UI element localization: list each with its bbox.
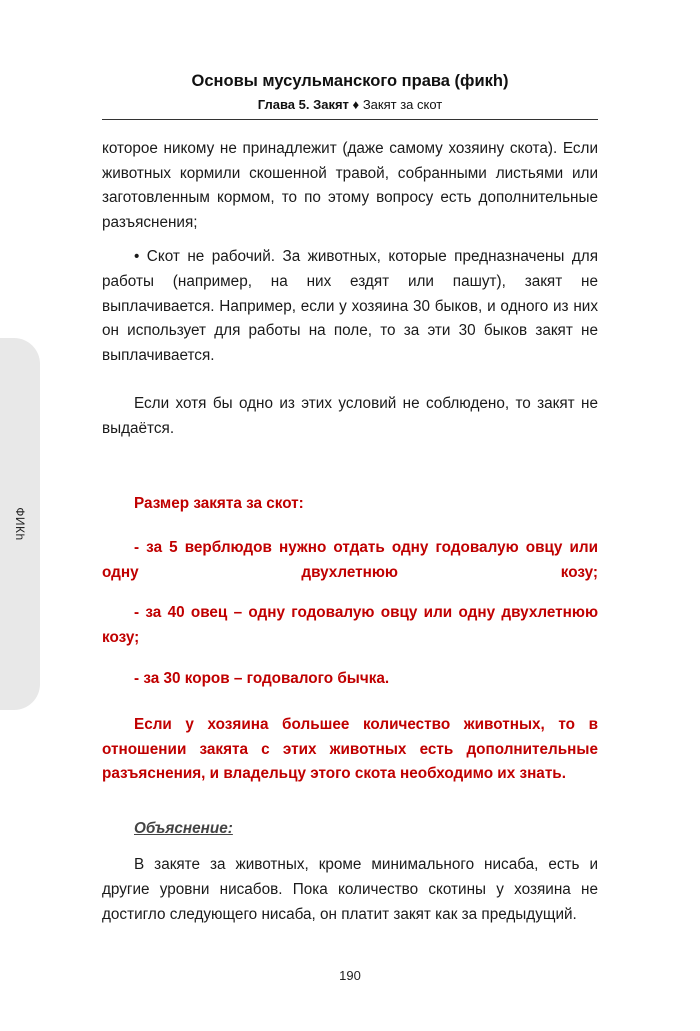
page-content <box>102 137 598 927</box>
zakat-item-camels-line1: - за 5 верблюдов нужно отдать одну годовалую овцу <box>134 539 563 557</box>
explanation-label: Объяснение: <box>134 819 233 837</box>
explanation-text: В закяте за животных, кроме минимального нисаба, есть и другие уровни нисабов. Пока количество скотины у хозяина не достигло следующего нисаба, он платит закят как за предыдущий. <box>102 856 598 923</box>
zakat-item-camels <box>102 536 598 585</box>
zakat-item-camels-line2: или одну двухлетнюю козу; <box>102 539 598 581</box>
section-label: Закят за скот <box>362 97 443 112</box>
body-paragraph-1: которое никому не принадлежит (даже самому хозяину скота). Если животных кормили скошенной травой, собранными листьями или заготовленным кормом, то по этому вопросу есть дополнительные разъяснения; <box>102 140 598 231</box>
chapter-line <box>102 95 598 115</box>
book-title: Основы мусульманского права (фикh) <box>191 72 509 90</box>
zakat-size-heading: Размер закята за скот: <box>134 494 304 512</box>
zakat-item-cows: - за 30 коров – годовалого бычка. <box>134 669 390 687</box>
chapter-label: Глава 5. Закят <box>257 97 349 112</box>
zakat-more-animals-paragraph: Если у хозяина большее количество животных, то в отношении закята с этих животных есть дополнительные разъяснения, и владельцу этого скота необходимо их знать. <box>102 716 598 783</box>
page-number: 190 <box>339 968 361 983</box>
page-header <box>102 70 598 115</box>
body-paragraph-3: Если хотя бы одно из этих условий не соблюдено, то закят не выдаётся. <box>102 395 598 437</box>
body-paragraph-2: • Скот не рабочий. За животных, которые предназначены для работы (например, на них ездят или пашут), закят не выплачивается. Например, если у хозяина 30 быков, и одного из них он использует для работы на поле, то за эти 30 быков закят не выплачивается. <box>102 248 598 364</box>
side-tab-label: ФИКh <box>13 507 27 541</box>
zakat-item-sheep-line1: - за 40 овец – одну годовалую овцу или одну <box>134 604 496 622</box>
separator-diamond-icon: ♦ <box>352 97 360 112</box>
zakat-item-sheep <box>102 601 598 650</box>
header-rule <box>102 119 598 120</box>
zakat-item-sheep-line2: двухлетнюю козу; <box>102 604 599 646</box>
